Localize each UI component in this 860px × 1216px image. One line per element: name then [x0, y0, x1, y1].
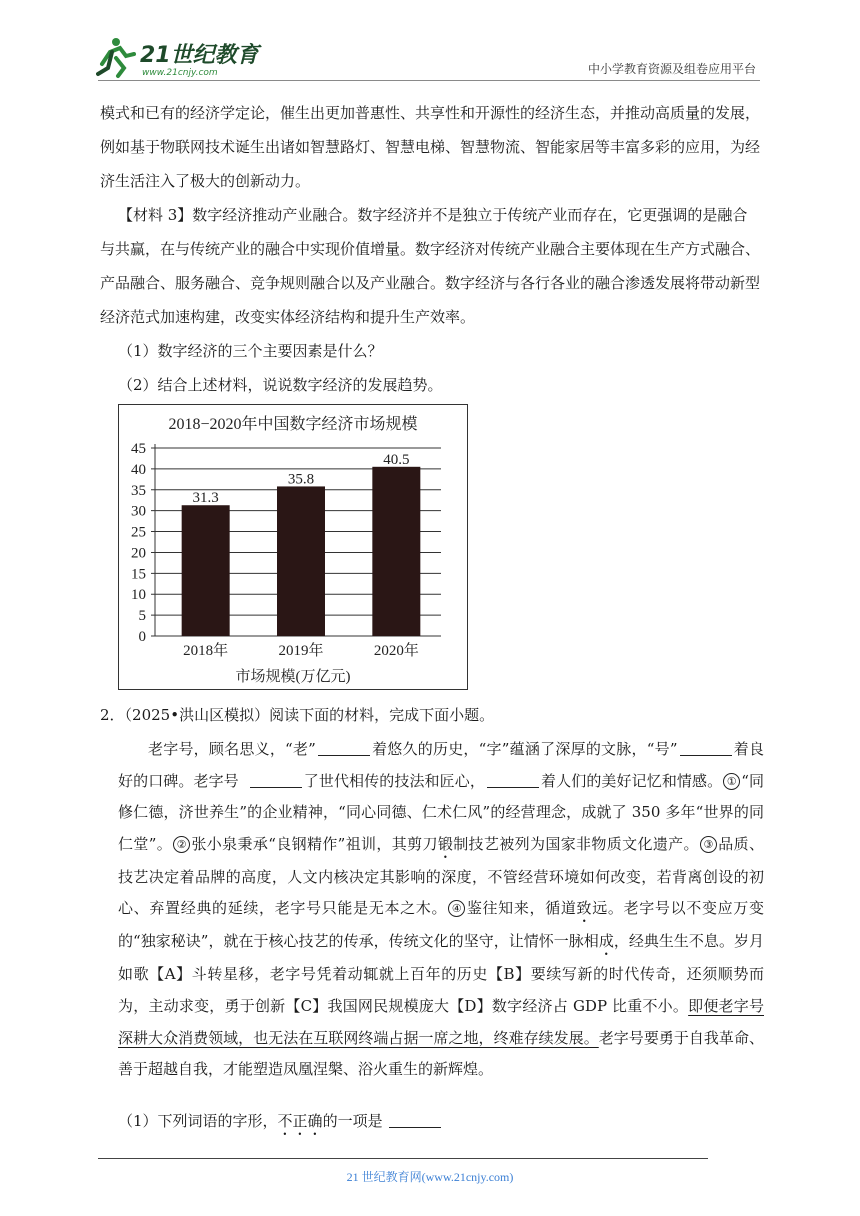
- passage-text: ，经典生生不息。岁月如歌【A】斗转星移，老字号凭着动辄就上百年的历史【B】要续写新的时代传奇，还须顺势而为，主动求变，勇于创新【C】我国网民规模庞大【D】数字经济占 GDP 比重不小。: [118, 932, 764, 1015]
- passage-text: 着良好的口碑。老字号: [118, 740, 764, 790]
- passage-text: 着人们的美好记忆和情感。: [540, 771, 723, 790]
- circled-number: ④: [448, 900, 465, 917]
- footer-divider: [98, 1158, 708, 1159]
- text-line: 与共赢，在与传统产业的融合中实现价值增量。数字经济对传统产业融合主要体现在生产方式融合、: [100, 240, 761, 258]
- y-tick-label: 0: [138, 629, 146, 645]
- dotted-char: 锻: [437, 834, 454, 853]
- answer-blank: [389, 1111, 441, 1128]
- platform-name: 中小学教育资源及组卷应用平台: [587, 62, 756, 76]
- y-tick-label: 15: [131, 566, 146, 583]
- footer-link[interactable]: 21 世纪教育网(www.21cnjy.com): [346, 1170, 514, 1184]
- logo-url: www.21cnjy.com: [142, 68, 218, 78]
- site-logo: [96, 34, 266, 80]
- dotted-emphasis: 不正确: [277, 1112, 323, 1130]
- header-divider: [98, 80, 760, 81]
- circled-number: ③: [700, 836, 717, 853]
- runner-icon: [98, 38, 134, 76]
- bar-value-label: 35.8: [287, 471, 315, 488]
- sub-question-text: 的一项是: [322, 1112, 388, 1130]
- x-tick-label: 2018年: [183, 643, 229, 659]
- sub-question-1: [118, 1104, 443, 1139]
- x-tick-label: 2019年: [278, 643, 324, 659]
- bar-value-label: 31.3: [192, 490, 219, 507]
- y-tick-label: 30: [131, 503, 146, 520]
- text-line: 模式和已有的经济学定论，催生出更加普惠性、共享性和开源性的经济生态，并推动高质量的发展，: [100, 104, 761, 122]
- y-tick-label: 40: [131, 461, 146, 478]
- passage-text: 张小泉秉承“良钢精作”祖训，其剪刀: [191, 834, 438, 853]
- circled-number: ①: [723, 773, 740, 790]
- question-2: （2）结合上述材料，说说数字经济的发展趋势。: [118, 376, 443, 394]
- chart-bar: [182, 505, 230, 636]
- passage-text: 制技艺被列为国家非物质文化遗产。: [453, 834, 699, 853]
- y-tick-label: 20: [131, 545, 146, 562]
- text-line: 例如基于物联网技术诞生出诸如智慧路灯、智慧电梯、智慧物流、智能家居等丰富多彩的应用，为经: [100, 138, 761, 156]
- y-tick-label: 25: [131, 524, 146, 541]
- x-tick-label: 2020年: [373, 643, 419, 659]
- y-tick-label: 45: [131, 441, 146, 457]
- passage-text: 着悠久的历史，“字”蕴涵了深厚的文脉，“号”: [371, 740, 678, 758]
- material-3: [100, 198, 764, 402]
- passage-text: 品质、技艺决定着品牌的高度，人文内核决定其影响的深度，不管经营环境如何改变，若背离创设的初心、弃置经典的延续，老字号只能是无本之木。: [118, 834, 764, 918]
- passage-text: 老字号，顾名思义，“老”: [148, 740, 316, 758]
- chart-bar: [277, 486, 325, 636]
- bar-value-label: 40.5: [383, 451, 410, 468]
- chart-title: 2018−2020年中国数字经济市场规模: [168, 416, 418, 433]
- text-line: 经济范式加速构建，改变实体经济结构和提升生产效率。: [100, 308, 476, 326]
- passage-text: 远。老字号以不变应万变的“独家秘诀”，就在于核心技艺的传承，传统文化的坚守，让情怀一脉相: [118, 899, 764, 951]
- fill-blank-4: [487, 771, 539, 788]
- question-2-passage: [118, 734, 764, 1086]
- y-tick-label: 35: [131, 482, 146, 499]
- passage-text: 了世代相传的技法和匠心，: [303, 771, 485, 790]
- circled-number: ②: [173, 836, 190, 853]
- sub-question-text: （1）下列词语的字形，: [118, 1112, 278, 1130]
- x-axis-label: 市场规模(万亿元): [235, 669, 351, 685]
- passage-text: 老字号要勇于自我革命、善于超越自我，才能塑造凤凰涅槃、浴火重生的新辉煌。: [118, 1028, 764, 1079]
- y-tick-label: 5: [138, 608, 146, 625]
- text-line: 济生活注入了极大的创新动力。: [100, 172, 311, 190]
- question-2-heading: 2．（2025•洪山区模拟）阅读下面的材料，完成下面小题。: [100, 706, 495, 724]
- dotted-char: 成: [598, 932, 614, 951]
- y-tick-label: 10: [131, 587, 146, 604]
- dotted-char: 致: [576, 899, 593, 918]
- chart-svg: [119, 405, 467, 689]
- fill-blank-2: [680, 739, 732, 756]
- material-continuation: [100, 96, 764, 198]
- passage-text: 鉴往知来，循道: [466, 899, 577, 918]
- underlined-sentence: 即便老字号深耕大众消费领域，也无法在互联网终端占据一席之地，终难存续发展。: [118, 996, 764, 1047]
- question-1: （1）数字经济的三个主要因素是什么？: [118, 342, 383, 360]
- text-line: 【材料 3】数字经济推动产业融合。数字经济并不是独立于传统产业而存在，它更强调的是融合: [118, 206, 748, 224]
- logo-text: 21世纪教育: [140, 43, 259, 68]
- fill-blank-1: [318, 739, 370, 756]
- market-size-chart: [118, 404, 468, 690]
- fill-blank-3: [250, 771, 302, 788]
- passage-text: “同修仁德，济世养生”的企业精神，“同心同德、仁术仁风”的经营理念，成就了 350 多年“世界的同仁堂”。: [118, 771, 764, 853]
- chart-bar: [372, 467, 420, 636]
- text-line: 产品融合、服务融合、竞争规则融合以及产业融合。数字经济与各行各业的融合渗透发展将带动新型: [100, 274, 761, 292]
